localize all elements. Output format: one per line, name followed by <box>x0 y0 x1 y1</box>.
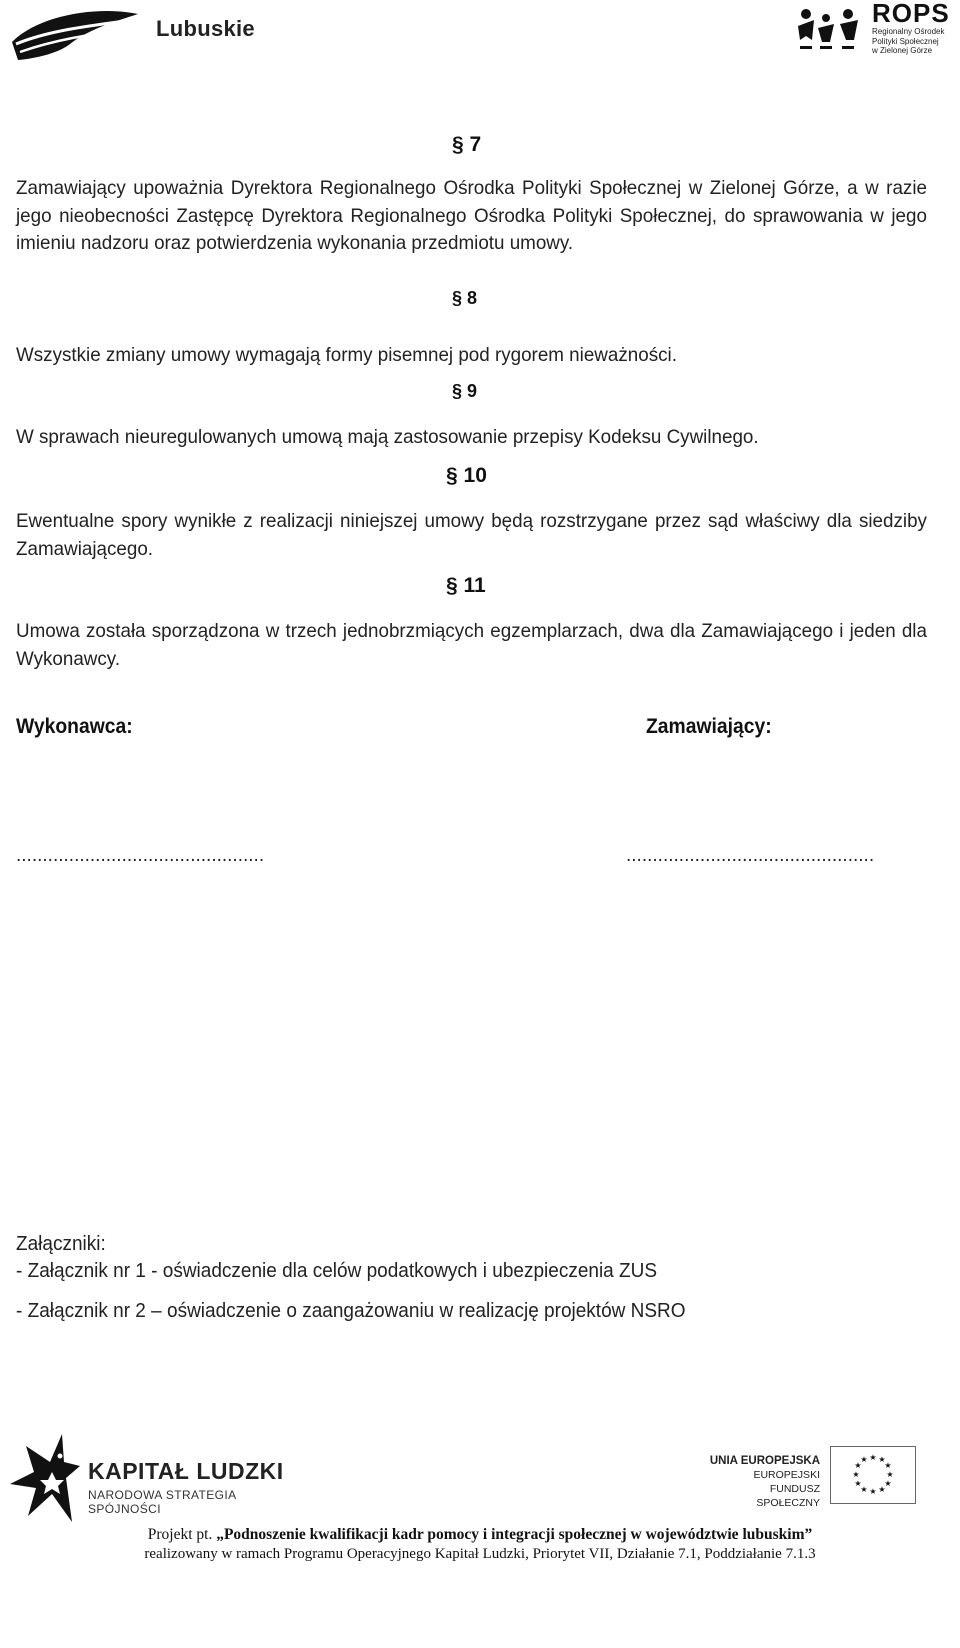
section-8-heading: § 8 <box>452 288 478 308</box>
eu-flag-icon <box>830 1446 916 1504</box>
section-8-text: Wszystkie zmiany umowy wymagają formy pisemnej pod rygorem nieważności. <box>16 344 677 366</box>
section-10-heading: § 10 <box>446 464 487 487</box>
attachments-heading: Załączniki: <box>16 1233 106 1255</box>
client-signature-line: ............................................... <box>626 845 875 866</box>
lubuskie-logo <box>10 4 270 64</box>
contractor-signature-line: ............................................... <box>16 845 265 866</box>
attachment-item: - Załącznik nr 2 – oświadczenie o zaangażowaniu w realizację projektów NSRO <box>16 1300 686 1322</box>
section-11-text: Umowa została sporządzona w trzech jednobrzmiących egzemplarzach, dwa dla Zamawiającego i jeden dla Wykonawcy. <box>16 620 927 670</box>
kapital-ludzki-title: KAPITAŁ LUDZKI <box>88 1458 284 1484</box>
svg-text:★: ★ <box>886 1470 894 1479</box>
kapital-ludzki-star-icon <box>6 1432 82 1524</box>
svg-text:★: ★ <box>884 1461 892 1470</box>
project-title-line: Projekt pt. „Podnoszenie kwalifikacji kadr pomocy i integracji społecznej w województwie lubuskim” <box>147 1526 813 1543</box>
section-9-text: W sprawach nieuregulowanych umową mają zastosowanie przepisy Kodeksu Cywilnego. <box>16 426 759 448</box>
section-9-heading: § 9 <box>452 381 478 401</box>
section-11-heading: § 11 <box>446 574 486 597</box>
rops-logo <box>796 0 956 64</box>
section-10-text: Ewentualne spory wynikłe z realizacji niniejszej umowy będą rozstrzygane przez sąd właściwy dla siedziby Zamawiającego. <box>16 510 927 560</box>
rops-logo-subtitle: Regionalny Ośrodek Polityki Społecznej w Zielonej Górze <box>872 27 945 55</box>
section-7-text: Zamawiający upoważnia Dyrektora Regionalnego Ośrodka Polityki Społecznej w Zielonej Górze, a w razie jego nieobecności Zastępcę Dyrektora Regionalnego Ośrodka Polityki Społecznej, do sprawowania w jego imieniu nadzoru oraz potwierdzenia wykonania przedmiotu umowy. <box>16 177 927 254</box>
svg-text:★: ★ <box>878 1485 886 1494</box>
svg-text:★: ★ <box>860 1455 868 1464</box>
eu-logo <box>706 1446 916 1510</box>
lubuskie-emblem-icon <box>10 4 150 64</box>
svg-text:★: ★ <box>869 1453 877 1462</box>
contractor-label: Wykonawca: <box>16 715 133 738</box>
svg-text:★: ★ <box>860 1485 868 1494</box>
attachment-item: - Załącznik nr 1 - oświadczenie dla celów podatkowych i ubezpieczenia ZUS <box>16 1260 658 1282</box>
svg-text:★: ★ <box>884 1479 892 1488</box>
svg-text:★: ★ <box>854 1461 862 1470</box>
kapital-ludzki-logo <box>6 1432 306 1524</box>
project-realization-line: realizowany w ramach Programu Operacyjnego Kapitał Ludzki, Priorytet VII, Działanie 7.1, Poddziałanie 7.1.3 <box>144 1546 816 1562</box>
eu-logo-text: UNIA EUROPEJSKA EUROPEJSKI FUNDUSZ SPOŁECZNY <box>709 1455 820 1509</box>
svg-text:★: ★ <box>878 1455 886 1464</box>
section-7-heading: § 7 <box>452 133 482 156</box>
rops-logo-title: ROPS <box>872 0 950 28</box>
svg-text:★: ★ <box>869 1487 877 1496</box>
kapital-ludzki-subtitle: NARODOWA STRATEGIA SPÓJNOŚCI <box>88 1488 236 1516</box>
rops-people-icon <box>796 6 868 56</box>
svg-text:★: ★ <box>854 1479 862 1488</box>
client-label: Zamawiający: <box>646 715 772 738</box>
lubuskie-logo-text: Lubuskie <box>156 16 255 41</box>
svg-text:★: ★ <box>852 1470 860 1479</box>
